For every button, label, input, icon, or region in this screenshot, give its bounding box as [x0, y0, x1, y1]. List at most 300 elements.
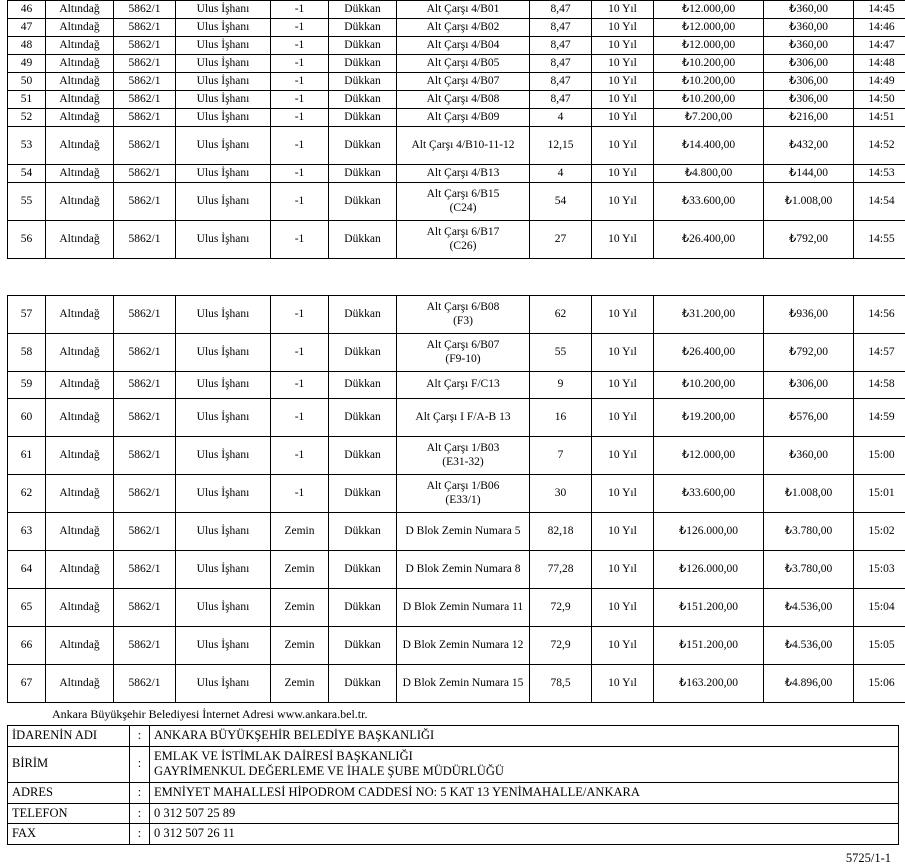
table-cell: 12,15 [530, 127, 592, 165]
table-cell: Dükkan [329, 513, 397, 551]
table-cell: ₺216,00 [764, 109, 854, 127]
table-cell: 10 Yıl [592, 437, 654, 475]
table-cell: ₺4.896,00 [764, 665, 854, 703]
table-cell: Alt Çarşı 4/B08 [397, 91, 530, 109]
table-cell: 5862/1 [114, 55, 176, 73]
table-cell: 77,28 [530, 551, 592, 589]
table-cell: Ulus İşhanı [176, 399, 271, 437]
info-label-birim: BİRİM [8, 746, 130, 782]
table-row [8, 37, 905, 55]
table-cell [397, 296, 530, 334]
table-cell: 8,47 [530, 37, 592, 55]
table-row [8, 1, 905, 19]
table-cell: Altındağ [46, 19, 114, 37]
table-cell: ₺792,00 [764, 221, 854, 259]
table-cell: -1 [271, 73, 329, 91]
table-cell: 14:51 [854, 109, 905, 127]
table-cell: ₺3.780,00 [764, 551, 854, 589]
table-cell: ₺360,00 [764, 437, 854, 475]
table-cell: 10 Yıl [592, 37, 654, 55]
table-row [8, 73, 905, 91]
info-colon-3: : [130, 803, 150, 824]
table-cell: Ulus İşhanı [176, 513, 271, 551]
table-cell: Altındağ [46, 55, 114, 73]
table-cell: Alt Çarşı 4/B10-11-12 [397, 127, 530, 165]
listing-table-top [7, 0, 905, 259]
table-cell: ₺4.536,00 [764, 627, 854, 665]
table-row [8, 55, 905, 73]
table-cell: ₺163.200,00 [654, 665, 764, 703]
table-cell: 82,18 [530, 513, 592, 551]
table-cell: -1 [271, 475, 329, 513]
table-cell: 10 Yıl [592, 165, 654, 183]
info-value-birim-line2: GAYRİMENKUL DEĞERLEME VE İHALE ŞUBE MÜDÜRLÜĞÜ [154, 764, 894, 780]
info-value-telefon: 0 312 507 25 89 [150, 803, 899, 824]
table-cell: 14:45 [854, 1, 905, 19]
info-row-adres [8, 782, 899, 803]
table-cell: -1 [271, 127, 329, 165]
table-cell: 15:03 [854, 551, 905, 589]
authority-info-table [7, 725, 899, 845]
table-cell: -1 [271, 221, 329, 259]
cell-line: (E33/1) [399, 494, 527, 508]
website-note: Ankara Büyükşehir Belediyesi İnternet Adresi www.ankara.bel.tr. [0, 703, 905, 725]
table-cell: Zemin [271, 665, 329, 703]
table-cell [397, 183, 530, 221]
table-row [8, 183, 905, 221]
table-row [8, 513, 905, 551]
table-cell: ₺936,00 [764, 296, 854, 334]
table-cell: 15:00 [854, 437, 905, 475]
table-cell: 10 Yıl [592, 221, 654, 259]
table-cell: Dükkan [329, 1, 397, 19]
table-cell: 57 [8, 296, 46, 334]
table-cell: 4 [530, 109, 592, 127]
cell-line: Alt Çarşı 6/B08 [399, 301, 527, 315]
table-cell: Dükkan [329, 127, 397, 165]
table-cell: ₺33.600,00 [654, 183, 764, 221]
table-cell: Ulus İşhanı [176, 109, 271, 127]
table-cell: -1 [271, 165, 329, 183]
table-cell: 5862/1 [114, 399, 176, 437]
table-cell: 72,9 [530, 627, 592, 665]
table-cell: 10 Yıl [592, 19, 654, 37]
table-cell: 8,47 [530, 73, 592, 91]
table-cell: -1 [271, 183, 329, 221]
table-cell: ₺12.000,00 [654, 19, 764, 37]
table-cell: 62 [8, 475, 46, 513]
table-cell: ₺33.600,00 [654, 475, 764, 513]
table-cell: D Blok Zemin Numara 8 [397, 551, 530, 589]
table-cell: 10 Yıl [592, 627, 654, 665]
table-cell: 10 Yıl [592, 551, 654, 589]
table-cell: ₺151.200,00 [654, 627, 764, 665]
table-cell: Altındağ [46, 399, 114, 437]
cell-line: (C26) [399, 240, 527, 254]
listing-table-bottom [7, 295, 905, 703]
table-cell: Altındağ [46, 73, 114, 91]
cell-line: (F3) [399, 315, 527, 329]
table-cell: 5862/1 [114, 334, 176, 372]
table-cell: -1 [271, 37, 329, 55]
table-cell: ₺3.780,00 [764, 513, 854, 551]
table-cell: ₺126.000,00 [654, 513, 764, 551]
table-cell: ₺4.800,00 [654, 165, 764, 183]
table-row [8, 334, 905, 372]
table-row [8, 589, 905, 627]
cell-line: Alt Çarşı 6/B15 [399, 188, 527, 202]
info-value-birim-line1: EMLAK VE İSTİMLAK DAİRESİ BAŞKANLIĞI [154, 749, 894, 765]
table-cell: 14:58 [854, 372, 905, 399]
table-cell: 5862/1 [114, 475, 176, 513]
table-cell: Alt Çarşı 4/B01 [397, 1, 530, 19]
table-cell: -1 [271, 91, 329, 109]
table-cell: 10 Yıl [592, 73, 654, 91]
table-row [8, 372, 905, 399]
table-cell: Dükkan [329, 221, 397, 259]
table-cell: Ulus İşhanı [176, 589, 271, 627]
table-cell: Alt Çarşı 4/B04 [397, 37, 530, 55]
cell-line: (E31-32) [399, 456, 527, 470]
block-separator [0, 259, 905, 295]
table-cell: ₺1.008,00 [764, 475, 854, 513]
table-cell: Altındağ [46, 589, 114, 627]
table-cell: D Blok Zemin Numara 12 [397, 627, 530, 665]
table-cell: 14:49 [854, 73, 905, 91]
table-cell: 5862/1 [114, 221, 176, 259]
table-cell: D Blok Zemin Numara 5 [397, 513, 530, 551]
info-value-birim [150, 746, 899, 782]
info-value-fax: 0 312 507 26 11 [150, 824, 899, 845]
table-cell: ₺360,00 [764, 37, 854, 55]
table-row [8, 91, 905, 109]
table-cell: 15:06 [854, 665, 905, 703]
table-cell [397, 437, 530, 475]
table-cell: Ulus İşhanı [176, 627, 271, 665]
table-cell: Ulus İşhanı [176, 437, 271, 475]
table-cell: ₺792,00 [764, 334, 854, 372]
table-cell [397, 475, 530, 513]
table-cell: -1 [271, 334, 329, 372]
table-cell: Alt Çarşı F/C13 [397, 372, 530, 399]
table-cell: ₺360,00 [764, 1, 854, 19]
table-cell: Ulus İşhanı [176, 127, 271, 165]
table-cell: Ulus İşhanı [176, 73, 271, 91]
table-cell: 50 [8, 73, 46, 91]
table-cell: Dükkan [329, 399, 397, 437]
table-cell: Zemin [271, 551, 329, 589]
table-cell: Dükkan [329, 665, 397, 703]
info-row-birim [8, 746, 899, 782]
table-cell: 5862/1 [114, 183, 176, 221]
table-cell: Altındağ [46, 372, 114, 399]
footer-reference: 5725/1-1 [0, 845, 905, 866]
table-cell: 15:01 [854, 475, 905, 513]
table-cell: 59 [8, 372, 46, 399]
table-cell: Altındağ [46, 221, 114, 259]
table-cell: 55 [530, 334, 592, 372]
table-cell: Ulus İşhanı [176, 372, 271, 399]
info-label-fax: FAX [8, 824, 130, 845]
table-cell: -1 [271, 296, 329, 334]
table-cell: 10 Yıl [592, 109, 654, 127]
table-cell: 8,47 [530, 1, 592, 19]
table-row [8, 437, 905, 475]
table-cell: 64 [8, 551, 46, 589]
table-cell: 14:53 [854, 165, 905, 183]
table-cell: -1 [271, 1, 329, 19]
table-cell: Ulus İşhanı [176, 665, 271, 703]
info-value-idarenin-adi: ANKARA BÜYÜKŞEHİR BELEDİYE BAŞKANLIĞI [150, 726, 899, 747]
info-colon-0: : [130, 726, 150, 747]
table-cell: Altındağ [46, 551, 114, 589]
table-cell: 5862/1 [114, 73, 176, 91]
table-cell: Altındağ [46, 109, 114, 127]
info-label-telefon: TELEFON [8, 803, 130, 824]
table-cell: ₺19.200,00 [654, 399, 764, 437]
table-cell: Altındağ [46, 334, 114, 372]
table-row [8, 165, 905, 183]
table-cell: -1 [271, 437, 329, 475]
table-cell: ₺12.000,00 [654, 37, 764, 55]
table-cell: 5862/1 [114, 437, 176, 475]
table-cell: Dükkan [329, 183, 397, 221]
table-cell: 10 Yıl [592, 513, 654, 551]
info-row-fax [8, 824, 899, 845]
table-row [8, 109, 905, 127]
table-cell: 14:50 [854, 91, 905, 109]
table-cell: Dükkan [329, 334, 397, 372]
table-cell: 55 [8, 183, 46, 221]
table-row [8, 127, 905, 165]
table-cell: Altındağ [46, 437, 114, 475]
table-cell: 15:05 [854, 627, 905, 665]
table-cell: Ulus İşhanı [176, 334, 271, 372]
table-cell: Dükkan [329, 475, 397, 513]
table-cell: Ulus İşhanı [176, 296, 271, 334]
table-cell: ₺10.200,00 [654, 372, 764, 399]
table-cell: 10 Yıl [592, 372, 654, 399]
table-row [8, 627, 905, 665]
table-cell: 52 [8, 109, 46, 127]
table-cell: Ulus İşhanı [176, 183, 271, 221]
table-cell: 14:54 [854, 183, 905, 221]
table-cell: Ulus İşhanı [176, 1, 271, 19]
table-cell: 62 [530, 296, 592, 334]
cell-line: Alt Çarşı 6/B07 [399, 339, 527, 353]
table-cell: -1 [271, 372, 329, 399]
table-cell: 7 [530, 437, 592, 475]
table-cell: 14:56 [854, 296, 905, 334]
table-cell: Dükkan [329, 109, 397, 127]
table-cell: 27 [530, 221, 592, 259]
table-cell: Ulus İşhanı [176, 91, 271, 109]
table-row [8, 296, 905, 334]
table-cell: 54 [8, 165, 46, 183]
table-cell: Ulus İşhanı [176, 165, 271, 183]
table-cell: 78,5 [530, 665, 592, 703]
table-cell: Altındağ [46, 37, 114, 55]
table-cell: Alt Çarşı 4/B07 [397, 73, 530, 91]
table-cell: 65 [8, 589, 46, 627]
cell-line: Alt Çarşı 1/B03 [399, 442, 527, 456]
table-cell: 72,9 [530, 589, 592, 627]
table-cell: ₺26.400,00 [654, 221, 764, 259]
table-row [8, 399, 905, 437]
table-cell: 5862/1 [114, 551, 176, 589]
table-cell: ₺306,00 [764, 372, 854, 399]
table-cell: Alt Çarşı 4/B09 [397, 109, 530, 127]
table-cell: Dükkan [329, 19, 397, 37]
table-cell: 58 [8, 334, 46, 372]
table-cell: Altındağ [46, 91, 114, 109]
table-cell: 8,47 [530, 19, 592, 37]
table-cell: Altındağ [46, 665, 114, 703]
table-cell: 60 [8, 399, 46, 437]
table-cell: 47 [8, 19, 46, 37]
table-cell: -1 [271, 55, 329, 73]
table-cell: Dükkan [329, 37, 397, 55]
table-cell: 54 [530, 183, 592, 221]
table-cell: Dükkan [329, 437, 397, 475]
table-cell: Ulus İşhanı [176, 55, 271, 73]
table-cell: 10 Yıl [592, 589, 654, 627]
table-cell: ₺10.200,00 [654, 91, 764, 109]
table-cell: 10 Yıl [592, 55, 654, 73]
table-cell: 10 Yıl [592, 91, 654, 109]
table-cell: Alt Çarşı 4/B13 [397, 165, 530, 183]
table-cell: Dükkan [329, 296, 397, 334]
table-cell: Alt Çarşı I F/A-B 13 [397, 399, 530, 437]
table-cell: 15:04 [854, 589, 905, 627]
table-cell: Dükkan [329, 165, 397, 183]
table-cell: Dükkan [329, 372, 397, 399]
table-cell: 5862/1 [114, 513, 176, 551]
table-cell: ₺10.200,00 [654, 55, 764, 73]
cell-line: (F9-10) [399, 353, 527, 367]
info-colon-1: : [130, 746, 150, 782]
table-cell: 10 Yıl [592, 475, 654, 513]
table-cell [397, 221, 530, 259]
table-cell: Altındağ [46, 627, 114, 665]
info-label-adres: ADRES [8, 782, 130, 803]
table-cell: 5862/1 [114, 296, 176, 334]
table-cell: ₺360,00 [764, 19, 854, 37]
table-cell: -1 [271, 399, 329, 437]
table-cell: ₺306,00 [764, 91, 854, 109]
table-cell: 10 Yıl [592, 665, 654, 703]
table-row [8, 475, 905, 513]
table-cell: Ulus İşhanı [176, 475, 271, 513]
table-cell: Altındağ [46, 1, 114, 19]
table-cell: Dükkan [329, 551, 397, 589]
table-cell: Dükkan [329, 73, 397, 91]
table-cell: D Blok Zemin Numara 15 [397, 665, 530, 703]
table-cell: Zemin [271, 627, 329, 665]
info-colon-2: : [130, 782, 150, 803]
cell-line: Alt Çarşı 6/B17 [399, 226, 527, 240]
table-cell: -1 [271, 109, 329, 127]
table-cell: 14:55 [854, 221, 905, 259]
table-cell: D Blok Zemin Numara 11 [397, 589, 530, 627]
table-cell: Ulus İşhanı [176, 221, 271, 259]
table-cell: ₺432,00 [764, 127, 854, 165]
table-cell: ₺126.000,00 [654, 551, 764, 589]
table-cell: Ulus İşhanı [176, 19, 271, 37]
table-cell: Alt Çarşı 4/B05 [397, 55, 530, 73]
table-cell: 8,47 [530, 55, 592, 73]
table-cell: Altındağ [46, 165, 114, 183]
table-cell: ₺14.400,00 [654, 127, 764, 165]
table-cell: 5862/1 [114, 109, 176, 127]
table-cell: Dükkan [329, 627, 397, 665]
table-cell: 5862/1 [114, 19, 176, 37]
table-cell: 10 Yıl [592, 183, 654, 221]
table-cell: ₺31.200,00 [654, 296, 764, 334]
table-cell: 10 Yıl [592, 334, 654, 372]
table-cell: Dükkan [329, 91, 397, 109]
table-cell: -1 [271, 19, 329, 37]
info-row-telefon [8, 803, 899, 824]
table-cell: 5862/1 [114, 665, 176, 703]
table-cell: 5862/1 [114, 127, 176, 165]
table-cell: Ulus İşhanı [176, 551, 271, 589]
table-cell: 56 [8, 221, 46, 259]
table-cell: Zemin [271, 589, 329, 627]
table-cell: ₺12.000,00 [654, 1, 764, 19]
table-cell: Altındağ [46, 475, 114, 513]
table-row [8, 665, 905, 703]
table-cell: 61 [8, 437, 46, 475]
table-cell: ₺306,00 [764, 55, 854, 73]
table-row [8, 19, 905, 37]
table-cell: Dükkan [329, 589, 397, 627]
info-value-adres: EMNİYET MAHALLESİ HİPODROM CADDESİ NO: 5 KAT 13 YENİMAHALLE/ANKARA [150, 782, 899, 803]
table-cell: 14:52 [854, 127, 905, 165]
table-cell: Altındağ [46, 127, 114, 165]
table-cell: ₺1.008,00 [764, 183, 854, 221]
table-cell: 46 [8, 1, 46, 19]
table-cell: 51 [8, 91, 46, 109]
info-colon-4: : [130, 824, 150, 845]
table-cell: Ulus İşhanı [176, 37, 271, 55]
table-cell: Altındağ [46, 183, 114, 221]
table-row [8, 551, 905, 589]
cell-line: (C24) [399, 202, 527, 216]
table-cell: 67 [8, 665, 46, 703]
table-cell: ₺151.200,00 [654, 589, 764, 627]
table-cell: 10 Yıl [592, 399, 654, 437]
table-cell: 5862/1 [114, 372, 176, 399]
table-cell: 10 Yıl [592, 127, 654, 165]
table-cell: 48 [8, 37, 46, 55]
table-cell: 14:48 [854, 55, 905, 73]
info-label-idarenin-adi: İDARENİN ADI [8, 726, 130, 747]
table-cell: 63 [8, 513, 46, 551]
cell-line: Alt Çarşı 1/B06 [399, 480, 527, 494]
table-cell: 5862/1 [114, 589, 176, 627]
table-cell: ₺4.536,00 [764, 589, 854, 627]
table-cell: 53 [8, 127, 46, 165]
table-cell: Altındağ [46, 296, 114, 334]
table-cell: Altındağ [46, 513, 114, 551]
info-row-idarenin-adi [8, 726, 899, 747]
table-cell: ₺7.200,00 [654, 109, 764, 127]
table-cell: 5862/1 [114, 1, 176, 19]
table-cell: 30 [530, 475, 592, 513]
table-cell: Zemin [271, 513, 329, 551]
table-cell: ₺576,00 [764, 399, 854, 437]
